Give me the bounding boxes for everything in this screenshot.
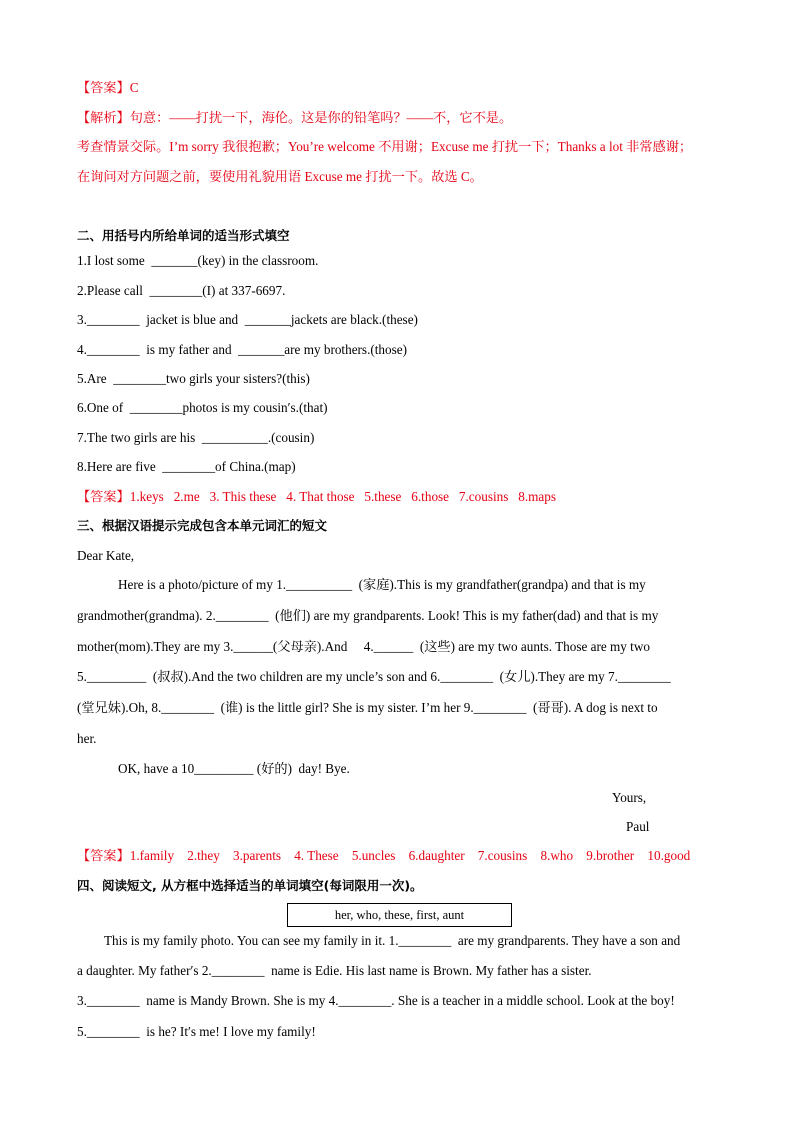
s2-item-3: 3.________ jacket is blue and _______jackets are black.(these) <box>77 312 418 327</box>
prev-note-1: 考查情景交际。I’m sorry 我很抱歉；You’re welcome 不用谢；Excuse me 打扰一下；Thanks a lot 非常感谢； <box>77 139 693 154</box>
prev-note-2: 在询问对方问题之前，要使用礼貌用语 Excuse me 打扰一下。故选 C。 <box>77 169 483 184</box>
s2-item-6: 6.One of ________photos is my cousin′s.(that) <box>77 400 328 415</box>
s3-line-8: OK, have a 10_________ (好的) day! Bye. <box>118 761 350 776</box>
s4-line-1: This is my family photo. You can see my family in it. 1.________ are my grandparents. They have a son and <box>104 933 681 948</box>
s3-answer: 【答案】1.family 2.they 3.parents 4. These 5.uncles 6.daughter 7.cousins 8.who 9.brother 10.good <box>77 848 691 863</box>
s4-line-2: a daughter. My father′s 2.________ name is Edie. His last name is Brown. My father has a sister. <box>77 963 592 978</box>
s2-item-5: 5.Are ________two girls your sisters?(this) <box>77 371 310 386</box>
s3-line-4: mother(mom).They are my 3.______(父母亲).And 4.______ (这些) are my two aunts. Those are my two <box>77 639 650 654</box>
s2-item-4: 4.________ is my father and _______are my brothers.(those) <box>77 342 407 357</box>
s2-item-2: 2.Please call ________(I) at 337-6697. <box>77 283 286 298</box>
s3-line-3: grandmother(grandma). 2.________ (他们) are my grandparents. Look! This is my father(dad) and that is my <box>77 608 659 623</box>
section-4-title: 四、阅读短文, 从方框中选择适当的单词填空(每词限用一次)。 <box>77 878 423 893</box>
s2-answer: 【答案】1.keys 2.me 3. This these 4. That those 5.these 6.those 7.cousins 8.maps <box>77 489 556 504</box>
s4-line-3: 3.________ name is Mandy Brown. She is my 4.________. She is a teacher in a middle school. Look at the boy! <box>77 993 675 1008</box>
word-box: her, who, these, first, aunt <box>287 903 512 927</box>
prev-analysis: 【解析】句意：——打扰一下，海伦。这是你的铅笔吗？——不，它不是。 <box>77 110 513 125</box>
s4-line-4: 5.________ is he? It′s me! I love my family! <box>77 1024 316 1039</box>
prev-answer: 【答案】C <box>77 80 139 95</box>
section-2-title: 二、用括号内所给单词的适当形式填空 <box>77 228 290 243</box>
s2-item-8: 8.Here are five ________of China.(map) <box>77 459 296 474</box>
s3-line-2: Here is a photo/picture of my 1.__________ (家庭).This is my grandfather(grandpa) and that is my <box>118 577 646 592</box>
s3-sign-yours: Yours, <box>612 790 647 805</box>
section-3-title: 三、根据汉语提示完成包含本单元词汇的短文 <box>77 518 328 533</box>
s3-sign-name: Paul <box>626 819 650 834</box>
s3-line-1: Dear Kate, <box>77 548 135 563</box>
s2-item-1: 1.I lost some _______(key) in the classroom. <box>77 253 319 268</box>
s2-item-7: 7.The two girls are his __________.(cousin) <box>77 430 315 445</box>
s3-line-6: (堂兄妹).Oh, 8.________ (谁) is the little girl? She is my sister. I’m her 9.________ (哥哥). A dog is next to <box>77 700 658 715</box>
s3-line-5: 5._________ (叔叔).And the two children are my uncle’s son and 6.________ (女儿).They are my 7.________ <box>77 669 671 684</box>
s3-line-7: her. <box>77 731 97 746</box>
